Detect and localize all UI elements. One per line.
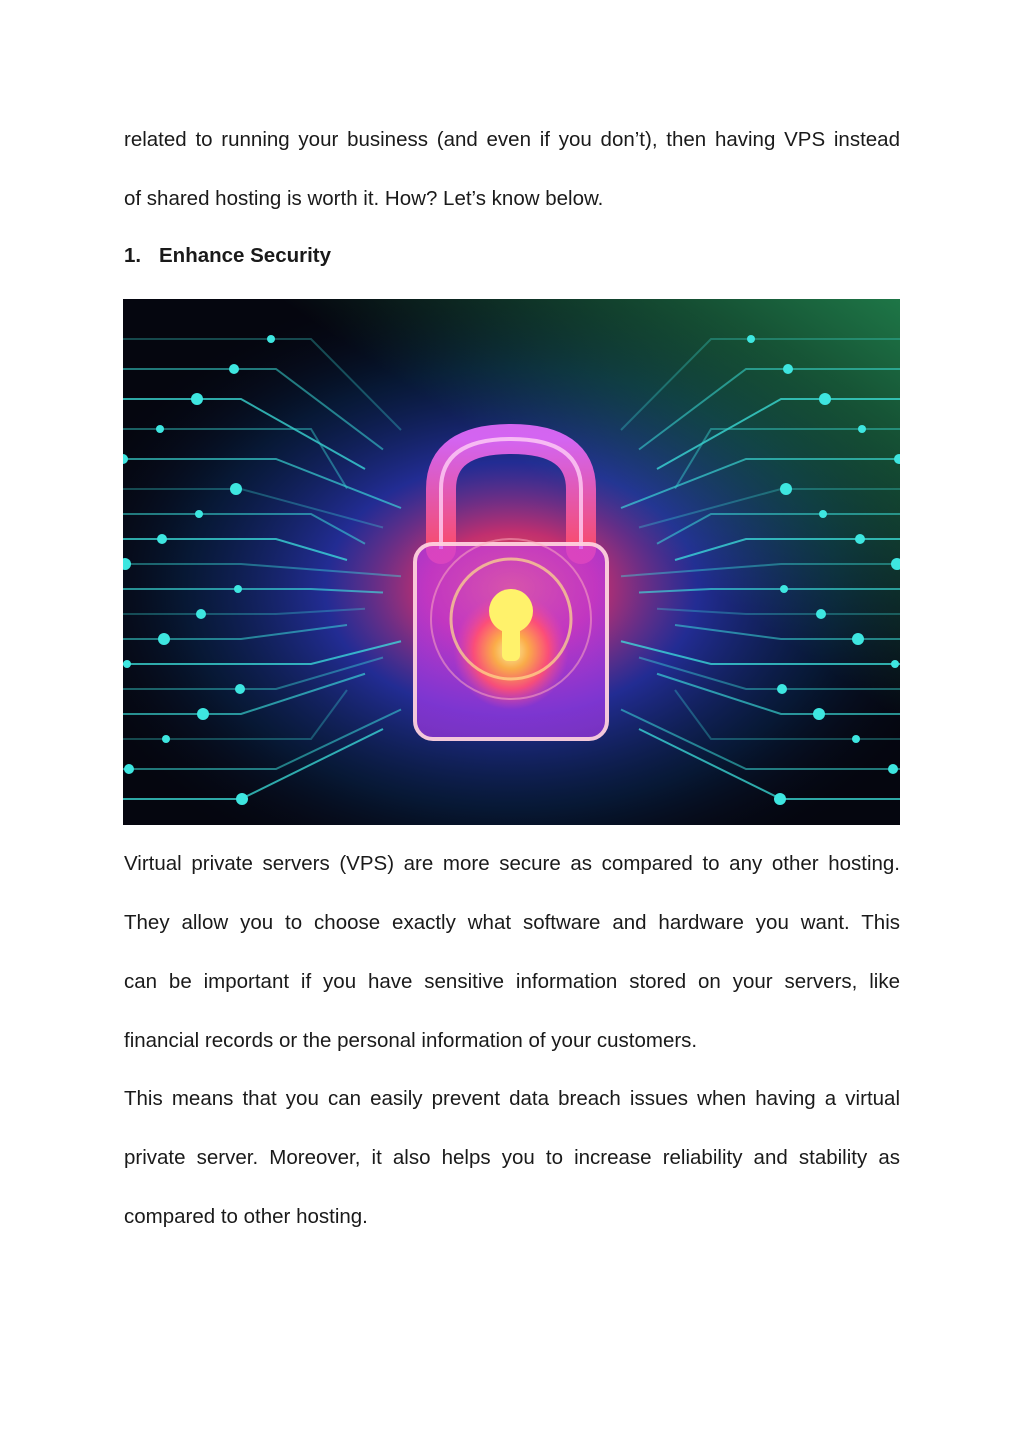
circuit-node [852, 633, 864, 645]
circuit-node [777, 684, 787, 694]
text-line: Virtual private servers (VPS) are more secure as compared to any other hosting. [124, 852, 900, 875]
circuit-node [156, 425, 164, 433]
circuit-node [229, 364, 239, 374]
circuit-node [124, 764, 134, 774]
circuit-node [158, 633, 170, 645]
security-illustration [123, 299, 900, 825]
circuit-node [236, 793, 248, 805]
body-paragraph-2 [124, 1069, 900, 1246]
circuit-node [267, 335, 275, 343]
circuit-node [747, 335, 755, 343]
body-paragraph-1 [124, 834, 900, 1070]
text-line: They allow you to choose exactly what software and hardware you want. This [124, 911, 900, 934]
circuit-node [855, 534, 865, 544]
circuit-node [813, 708, 825, 720]
circuit-node [891, 660, 899, 668]
circuit-node [123, 660, 131, 668]
circuit-node [780, 585, 788, 593]
text-line: can be important if you have sensitive information stored on your servers, like [124, 970, 900, 993]
text-line: private server. Moreover, it also helps you to increase reliability and stability as [124, 1146, 900, 1169]
circuit-node [780, 483, 792, 495]
text-line: financial records or the personal information of your customers. [124, 1029, 698, 1052]
section-heading [124, 240, 331, 272]
circuit-node [819, 393, 831, 405]
circuit-node [234, 585, 242, 593]
circuit-node [235, 684, 245, 694]
circuit-node [858, 425, 866, 433]
intro-paragraph [124, 110, 900, 228]
text-line: of shared hosting is worth it. How? Let’s know below. [124, 187, 604, 210]
circuit-node [196, 609, 206, 619]
circuit-padlock-image [123, 299, 900, 825]
circuit-node [197, 708, 209, 720]
circuit-node [157, 534, 167, 544]
circuit-node [819, 510, 827, 518]
circuit-node [888, 764, 898, 774]
text-line: related to running your business (and even if you don’t), then having VPS instead [124, 128, 900, 151]
circuit-node [195, 510, 203, 518]
section-number: 1. [124, 244, 142, 267]
circuit-node [852, 735, 860, 743]
circuit-node [783, 364, 793, 374]
circuit-node [816, 609, 826, 619]
circuit-node [191, 393, 203, 405]
text-line: This means that you can easily prevent data breach issues when having a virtual [124, 1087, 900, 1110]
circuit-node [162, 735, 170, 743]
circuit-node [774, 793, 786, 805]
text-line: compared to other hosting. [124, 1205, 368, 1228]
section-title: Enhance Security [159, 244, 332, 267]
circuit-node [230, 483, 242, 495]
